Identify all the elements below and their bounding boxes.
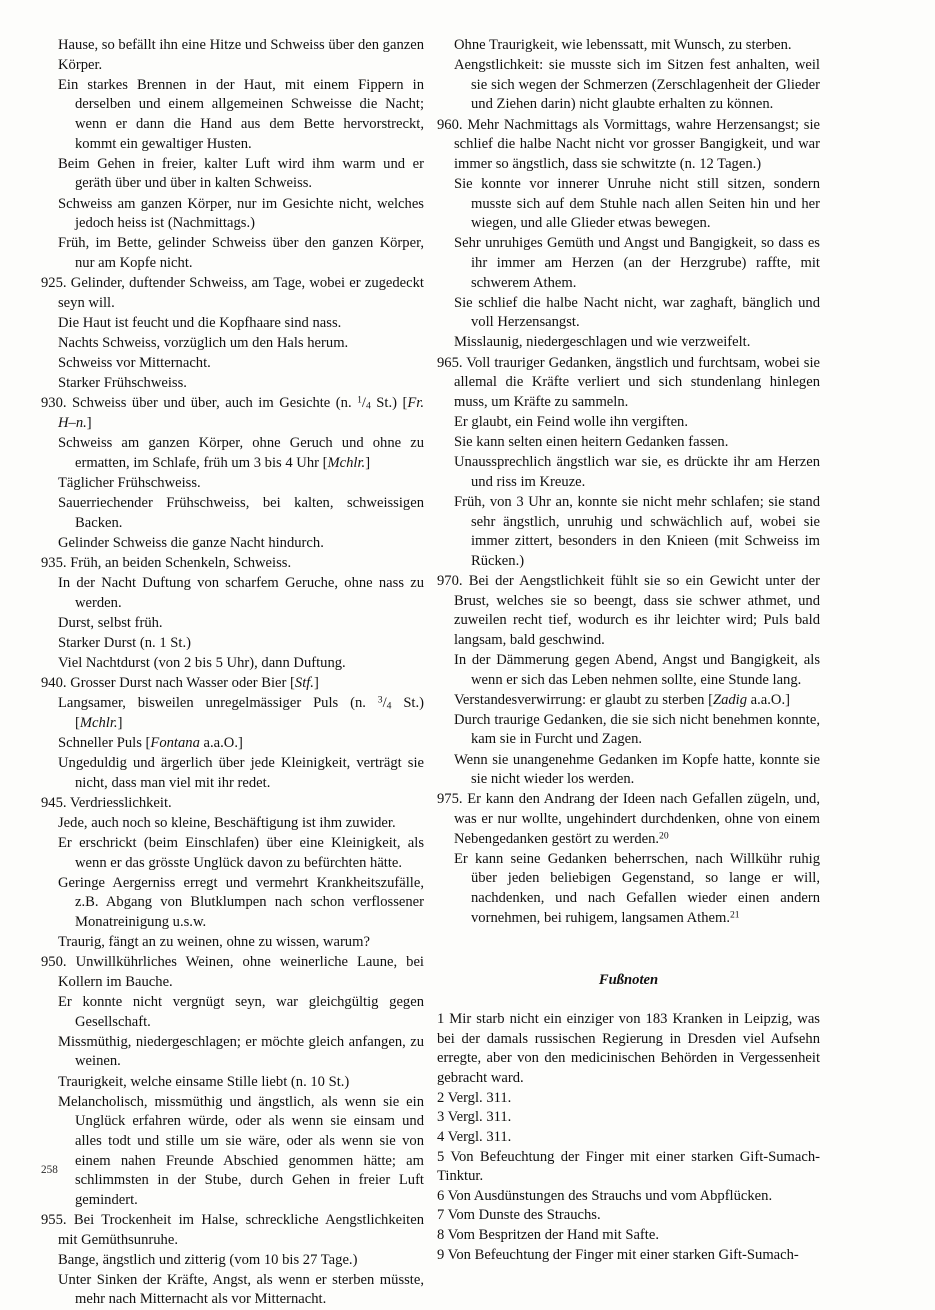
symptom-entry: Unaussprechlich ängstlich war sie, es drückte ihr am Herzen und riss im Kreuze. <box>454 454 820 490</box>
entry-number: 930. <box>41 395 67 412</box>
symptom-entry: Durch traurige Gedanken, die sie sich nicht benehmen konnte, kam sie in Furcht und Zagen. <box>454 711 820 748</box>
symptom-entry: Traurig, fängt an zu weinen, ohne zu wissen, warum? <box>58 934 370 951</box>
symptom-entry: Schweiss am ganzen Körper, ohne Geruch und ohne zu ermatten, im Schlafe, früh um 3 bis 4 Uhr [Mchlr.] <box>58 435 424 471</box>
entry-number: 955. <box>41 1211 67 1228</box>
entry-number: 970. <box>437 572 463 589</box>
symptom-entry-numbered: 975. Er kann den Andrang der Ideen nach Gefallen zügeln, und, was er nur wollte, ungehindert durchdenken, ohne von einem Nebengedanken gestört zu werden.$^{20}$ <box>437 791 820 847</box>
symptom-entry: Beim Gehen in freier, kalter Luft wird ihm warm und er geräth über und über in kalten Schweiss. <box>58 155 424 192</box>
symptom-entry: Schweiss am ganzen Körper, nur im Gesichte nicht, welches jedoch heiss ist (Nachmittags.) <box>58 195 424 232</box>
symptom-entry: Sie kann selten einen heitern Gedanken fassen. <box>454 434 729 450</box>
symptom-entry: Sehr unruhiges Gemüth und Angst und Bangigkeit, so dass es ihr immer am Herzen (an der Herzgrube) raffte, mit schwerem Athem. <box>454 235 820 291</box>
entry-number: 975. <box>437 791 463 808</box>
symptom-entry: Sie konnte vor innerer Unruhe nicht still sitzen, sondern musste sich auf dem Stuhle nach allen Seiten hin und her wiegen, und alle Glieder etwas bewegen. <box>454 175 820 232</box>
symptom-entry-numbered: 925. Gelinder, duftender Schweiss, am Tage, wobei er zugedeckt seyn will. <box>41 275 424 311</box>
footnote-item: 9 Von Befeuchtung der Finger mit einer starken Gift-Sumach- <box>437 1246 799 1263</box>
symptom-entry: Traurigkeit, welche einsame Stille liebt (n. 10 St.) <box>58 1073 350 1090</box>
footnote-item: 1 Mir starb nicht ein einziger von 183 Kranken in Leipzig, was bei der damals russischen Regierung in Dresden viel Aufsehn erregte, aber von den medicinischen Behörden in Vergessenheit gebracht ward. <box>437 1011 820 1086</box>
symptom-entry: Schweiss vor Mitternacht. <box>58 355 211 371</box>
symptom-entry: Langsamer, bisweilen unregelmässiger Puls (n. $^3/_4$ St.) [Mchlr.] <box>58 694 424 731</box>
symptom-entry: Misslaunig, niedergeschlagen und wie verzweifelt. <box>454 334 751 351</box>
footnote-item: 7 Vom Dunste des Strauchs. <box>437 1207 601 1224</box>
text-column-left <box>41 36 424 1310</box>
symptom-entry: Missmüthig, niedergeschlagen; er möchte gleich anfangen, zu weinen. <box>58 1033 424 1070</box>
symptom-entry: Er kann seine Gedanken beherrschen, nach Willkühr ruhig über jeden beliebigen Gegenstand, so lange er will, nachdenken, und nach Gefallen wieder einen andern vornehmen, bei ruhigem, langsamen Athem.$^{21}$ <box>454 850 820 926</box>
entry-number: 925. <box>41 275 67 291</box>
symptom-entry: Täglicher Frühschweiss. <box>58 474 201 491</box>
symptom-entry: Er konnte nicht vergnügt seyn, war gleichgültig gegen Gesellschaft. <box>58 994 424 1030</box>
symptom-entry-numbered: 930. Schweiss über und über, auch im Gesichte (n. $^1/_4$ St.) [Fr. H–n.] <box>41 394 424 431</box>
symptom-entry-numbered: 960. Mehr Nachmittags als Vormittags, wahre Herzensangst; sie schlief die halbe Nacht nicht vor grosser Bangigkeit, und war immer so ängstlich, dass sie schwitzte (n. 12 Tagen.) <box>437 116 820 172</box>
footnote-item: 6 Von Ausdünstungen des Strauchs und vom Abpflücken. <box>437 1187 773 1204</box>
symptom-entry: In der Dämmerung gegen Abend, Angst und Bangigkeit, als wenn er sich das Leben nehmen sollte, eine Stunde lang. <box>454 651 820 688</box>
symptom-entry: Aengstlichkeit: sie musste sich im Sitzen fest anhalten, weil sie sich wegen der Schmerzen (Zerschlagenheit der Glieder und Ziehen darin) nicht glaubte erhalten zu können. <box>454 57 820 113</box>
symptom-entry: Starker Frühschweiss. <box>58 375 187 392</box>
symptom-entry-numbered: 955. Bei Trockenheit im Halse, schreckliche Aengstlichkeiten mit Gemüthsunruhe. <box>41 1211 424 1248</box>
symptom-entry: Viel Nachtdurst (von 2 bis 5 Uhr), dann Duftung. <box>58 654 346 671</box>
footnote-item: 2 Vergl. 311. <box>437 1089 512 1106</box>
symptom-entry: Bange, ängstlich und zitterig (vom 10 bis 27 Tage.) <box>58 1251 358 1268</box>
entry-number: 960. <box>437 116 463 133</box>
footnote-item: 3 Vergl. 311. <box>437 1109 512 1126</box>
symptom-entry-numbered: 970. Bei der Aengstlichkeit fühlt sie so ein Gewicht unter der Brust, welches sie so beengt, dass sie schwer athmet, und zuweilen recht tief, wodurch es ihr leichter wird; Puls bald langsam, bald geschwind. <box>437 572 820 648</box>
symptom-entry: Melancholisch, missmüthig und ängstlich, als wenn sie ein Unglück erfahren würde, oder als wenn sie einsam und alles todt und stille um sie wäre, oder als wenn sie von einem nahen Freunde Abschied genommen hätte; am schlimmsten in der Stube, durch Gehen in freier Luft gemindert. <box>58 1093 424 1208</box>
symptom-entry: Sie schlief die halbe Nacht nicht, war zaghaft, bänglich und voll Herzensangst. <box>454 294 820 331</box>
symptom-entry: Die Haut ist feucht und die Kopfhaare sind nass. <box>58 314 342 331</box>
symptom-entry-numbered: 945. Verdriesslichkeit. <box>41 794 172 811</box>
symptom-entry: Schneller Puls [Fontana a.a.O.] <box>58 734 243 751</box>
symptom-entry: Ohne Traurigkeit, wie lebenssatt, mit Wunsch, zu sterben. <box>454 37 792 53</box>
symptom-entry-numbered: 950. Unwillkührliches Weinen, ohne weinerliche Laune, bei Kollern im Bauche. <box>41 954 424 990</box>
text-column-right <box>437 36 820 1265</box>
symptom-entry: Ungeduldig und ärgerlich über jede Kleinigkeit, verträgt sie nicht, dass man viel mit ihr redet. <box>58 755 424 791</box>
symptom-entry: Ein starkes Brennen in der Haut, mit einem Fippern in derselben und einem allgemeinen Schweisse die Nacht; wenn er dann die Hand aus dem Bette hervorstreckt, kommt ein gewaltiger Husten. <box>58 76 424 152</box>
footnote-item: 4 Vergl. 311. <box>437 1128 512 1145</box>
page-number: 258 <box>41 1164 58 1176</box>
symptom-entry: Unter Sinken der Kräfte, Angst, als wenn er sterben müsste, mehr nach Mitternacht als vor Mitternacht. <box>58 1271 424 1308</box>
symptom-entry-numbered: 940. Grosser Durst nach Wasser oder Bier [Stf.] <box>41 675 319 691</box>
entry-number: 945. <box>41 794 67 811</box>
symptom-entry: Geringe Aergerniss erregt und vermehrt Krankheitszufälle, z.B. Abgang von Blutklumpen nach schon verflossener Monatreinigung u.s.w. <box>58 874 424 930</box>
symptom-entry: Früh, von 3 Uhr an, konnte sie nicht mehr schlafen; sie stand sehr ängstlich, unruhig und schwächlich auf, wobei sie immer zittert, besonders in den Knieen (mit Schweiss im Rücken.) <box>454 493 820 569</box>
symptom-entry-numbered: 965. Voll trauriger Gedanken, ängstlich und furchtsam, wobei sie allemal die Kräfte verliert und sich stundenlang hinlegen muss, um Kräfte zu sammeln. <box>437 354 820 410</box>
entry-number: 950. <box>41 954 67 971</box>
footnotes-section <box>437 972 820 1265</box>
symptom-entry: Starker Durst (n. 1 St.) <box>58 634 191 651</box>
entry-number: 965. <box>437 354 463 371</box>
footnotes-heading: Fußnoten <box>598 972 659 989</box>
footnote-item: 8 Vom Bespritzen der Hand mit Safte. <box>437 1227 659 1243</box>
symptom-entry: Nachts Schweiss, vorzüglich um den Hals herum. <box>58 334 349 351</box>
symptom-entry: Sauerriechender Frühschweiss, bei kalten, schweissigen Backen. <box>58 494 424 531</box>
symptom-entry-numbered: 935. Früh, an beiden Schenkeln, Schweiss. <box>41 554 292 571</box>
symptom-entry: Durst, selbst früh. <box>58 614 163 631</box>
symptom-entry: Verstandesverwirrung: er glaubt zu sterben [Zadig a.a.O.] <box>454 691 790 708</box>
footnote-item: 5 Von Befeuchtung der Finger mit einer starken Gift-Sumach-Tinktur. <box>437 1148 820 1185</box>
symptom-entry: Er glaubt, ein Feind wolle ihn vergiften. <box>454 413 688 430</box>
symptom-entry: Wenn sie unangenehme Gedanken im Kopfe hatte, konnte sie sie nicht wieder los werden. <box>454 751 820 788</box>
symptom-entry: Jede, auch noch so kleine, Beschäftigung ist ihm zuwider. <box>58 814 396 831</box>
symptom-entry: Er erschrickt (beim Einschlafen) über eine Kleinigkeit, als wenn er das grösste Unglück davon zu befürchten hätte. <box>58 835 424 871</box>
symptom-entry: Gelinder Schweiss die ganze Nacht hindurch. <box>58 534 324 551</box>
symptom-entry: Früh, im Bette, gelinder Schweiss über den ganzen Körper, nur am Kopfe nicht. <box>58 235 424 271</box>
entry-number: 940. <box>41 675 67 691</box>
symptom-entry: Hause, so befällt ihn eine Hitze und Schweiss über den ganzen Körper. <box>58 37 424 73</box>
symptom-entry: In der Nacht Duftung von scharfem Geruche, ohne nass zu werden. <box>58 574 424 611</box>
entry-number: 935. <box>41 554 67 571</box>
